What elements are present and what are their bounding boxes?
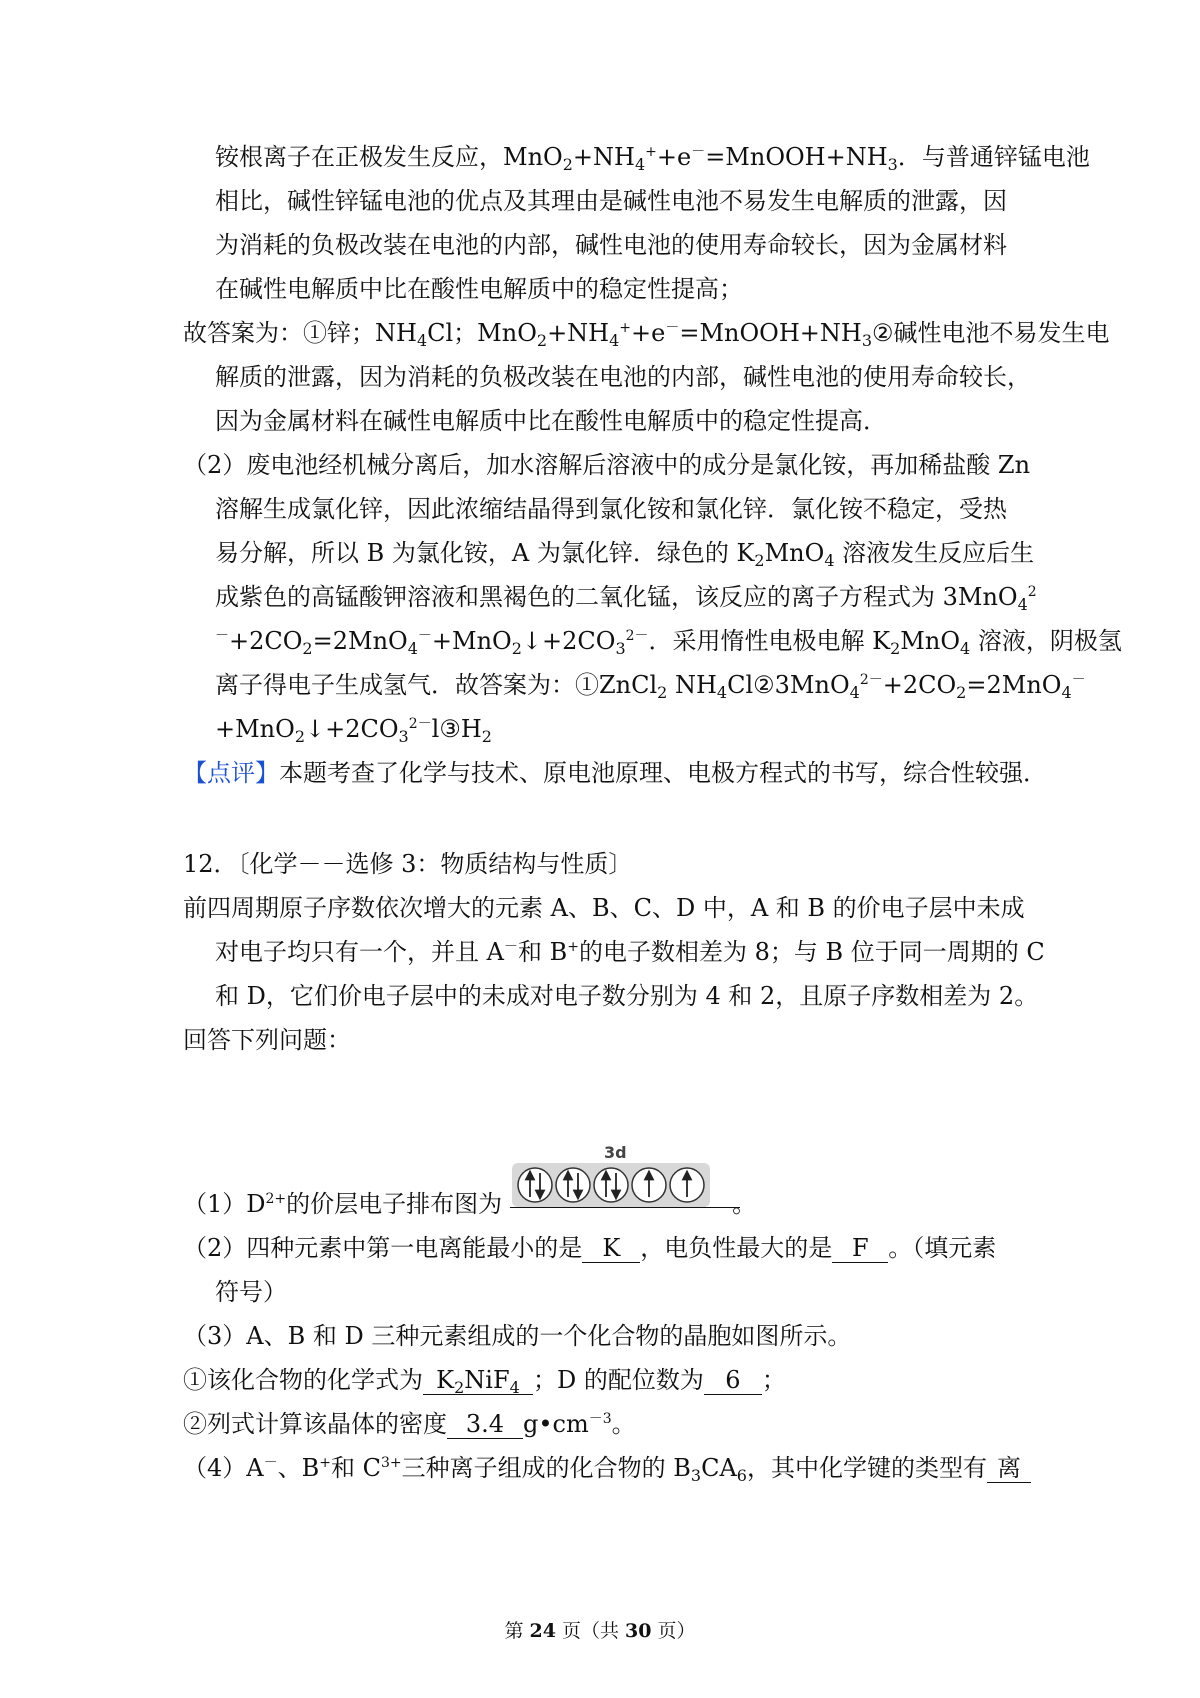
answer-blank: F — [832, 1234, 888, 1263]
answer-blank: 6 — [704, 1366, 762, 1395]
text-line: 在碱性电解质中比在酸性电解质中的稳定性提高； — [215, 275, 743, 303]
text-line: 离子得电子生成氢气．故答案为：①ZnCl$_2$ $NH_4Cl②3MnO_4^{2-}+2CO_2=2MnO_4^-$ — [215, 671, 1086, 702]
text-line: 对电子均只有一个，并且 A－和 B+的电子数相差为 8；与 B 位于同一周期的 C — [215, 938, 1045, 966]
answer-blank: K — [582, 1234, 640, 1263]
text-line: $^-+2CO_2=2MnO_4^-+MnO_2↓+2CO_3^{2-}$．采用惰性电极电解 $K_2MnO_4$ 溶液，阴极氢 — [215, 627, 1122, 658]
text-line: 因为金属材料在碱性电解质中比在酸性电解质中的稳定性提高． — [215, 407, 887, 435]
text-line: 符号） — [215, 1278, 287, 1306]
text-line: 和 D，它们价电子层中的未成对电子数分别为 4 和 2，且原子序数相差为 2。 — [215, 982, 1039, 1010]
answer-blank: $K_2NiF_4$ — [423, 1366, 533, 1395]
answer-line: 故答案为：①锌；$NH_4Cl$；$MnO_2+NH_4^++e^-=MnOOH+NH_3②$碱性电池不易发生电 — [183, 319, 1110, 350]
orbital-label: 3d — [604, 1143, 627, 1162]
page-footer: 第 24 页（共 30 页） — [504, 1620, 696, 1642]
text-line: 回答下列问题： — [183, 1026, 351, 1054]
text-line: 成紫色的高锰酸钾溶液和黑褐色的二氧化锰，该反应的离子方程式为 3MnO$_4^2$ — [215, 583, 1037, 614]
text-line: （3）A、B 和 D 三种元素组成的一个化合物的晶胞如图所示。 — [183, 1322, 852, 1350]
text-line: （2）四种元素中第一电离能最小的是 K ，电负性最大的是 F 。（填元素 — [183, 1234, 997, 1262]
text-line: 相比，碱性锌锰电池的优点及其理由是碱性电池不易发生电解质的泄露，因 — [215, 187, 1007, 215]
answer-blank: 3.4 — [447, 1410, 523, 1439]
text-line: 前四周期原子序数依次增大的元素 A、B、C、D 中，A 和 B 的价电子层中未成 — [183, 894, 1025, 922]
text-line: 为消耗的负极改装在电池的内部，碱性电池的使用寿命较长，因为金属材料 — [215, 231, 1007, 259]
comment-line: 【点评】本题考查了化学与技术、原电池原理、电极方程式的书写，综合性较强． — [183, 759, 1047, 787]
text-line: 易分解，所以 B 为氯化铵，A 为氯化锌．绿色的 $K_2MnO_4$ 溶液发生反应后生 — [215, 539, 1035, 570]
question-title: 12．〔化学－－选修 3：物质结构与性质〕 — [183, 850, 633, 878]
text-line: $+MnO_2↓+2CO_3^{2-}l③H_2$ — [215, 715, 492, 746]
text-line: （2）废电池经机械分离后，加水溶解后溶液中的成分是氯化铵，再加稀盐酸 Zn — [183, 451, 1031, 479]
text-line: （4）A－、B+和 $C^{3+}$三种离子组成的化合物的 $B_3CA_6$，其中化学键的类型有 离 — [183, 1453, 1031, 1483]
text-line: 铵根离子在正极发生反应，$MnO_2+NH_4^++e^-=MnOOH+NH_3$．与普通锌锰电池 — [215, 143, 1090, 174]
text-line: ①该化合物的化学式为 $K_2NiF_4$ ；D 的配位数为 6 ； — [183, 1366, 786, 1397]
text-line: 溶解生成氯化锌，因此浓缩结晶得到氯化铵和氯化锌．氯化铵不稳定，受热 — [215, 495, 1007, 523]
comment-label: 【点评】 — [183, 759, 279, 787]
answer-blank: 离 — [987, 1454, 1031, 1483]
text-line: ②列式计算该晶体的密度 3.4 $g•cm^{-3}$。 — [183, 1410, 636, 1438]
text-line: 解质的泄露，因为消耗的负极改装在电池的内部，碱性电池的使用寿命较长， — [215, 363, 1031, 391]
text-line: $(1)D^{2+}$的价层电子排布图为 。 — [183, 1190, 757, 1218]
